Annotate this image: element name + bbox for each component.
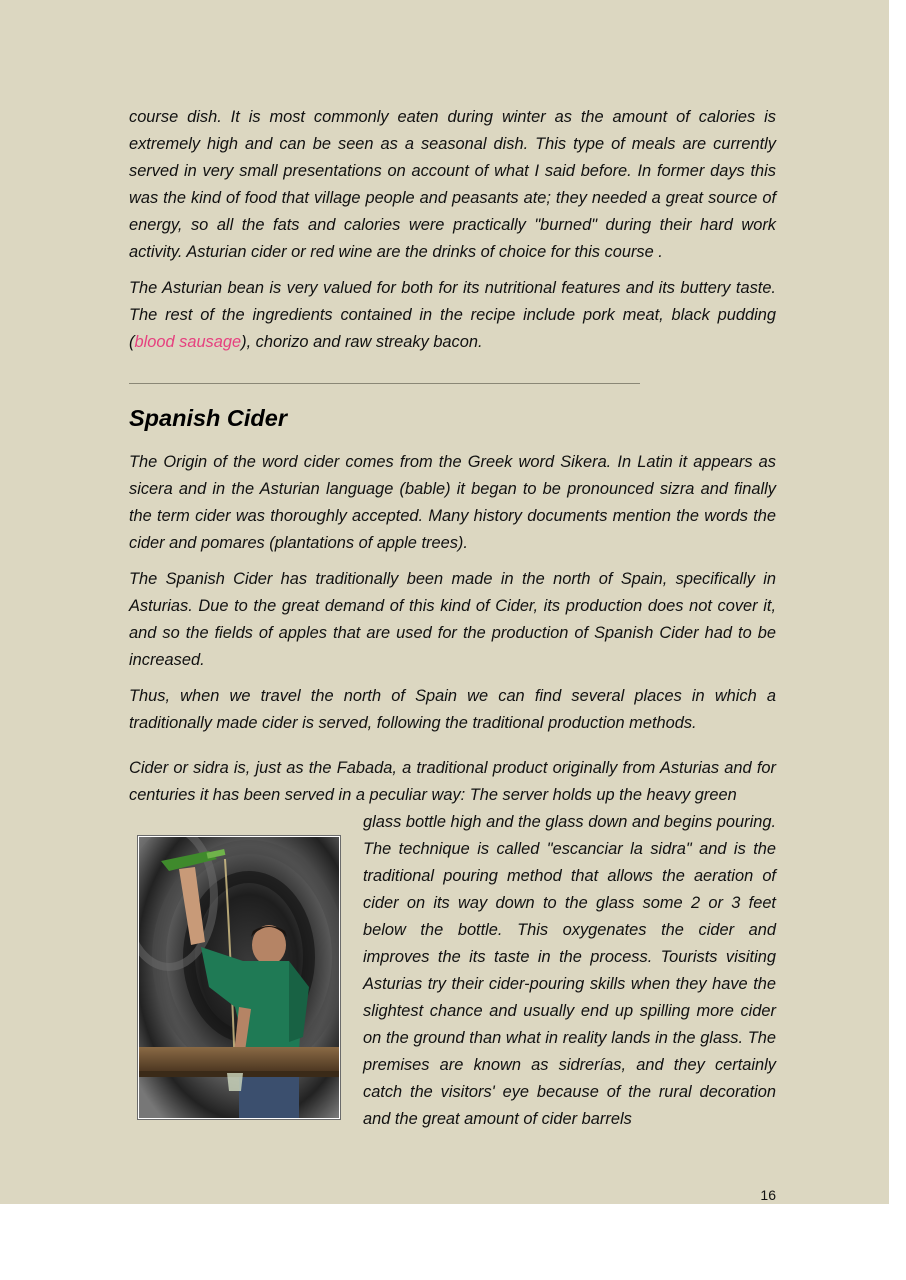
paragraph-cider-origin: The Origin of the word cider comes from the Greek word Sikera. In Latin it appears as sicera and in the Asturian language (bable) it began to be pronounced sizra and finally the term cider was thoroughly accepted. Many history documents mention the words the cider and pomares (plantations of apple trees). [129,453,776,552]
paragraph-cider-production: The Spanish Cider has traditionally been made in the north of Spain, specifically in Asturias. Due to the great demand of this kind of Cider, its production does not cover it, and so the fields of apples that are used for the production of Spanish Cider had to be increased. [129,570,776,669]
paragraph-asturian-bean-text-end: ), chorizo and raw streaky bacon. [241,333,483,351]
cider-pouring-photo [138,836,340,1119]
paragraph-cider-serving-intro: Cider or sidra is, just as the Fabada, a traditional product originally from Asturias and for centuries it has been served in a peculiar way: The server holds up the heavy green [129,759,776,804]
blood-sausage-link[interactable]: blood sausage [134,333,242,351]
paragraph-asturian-bean-text-start: The Asturian bean is very valued for both for its nutritional features and its buttery taste. The rest of the ingredients contained in the recipe include pork meat, black pudding ( [129,279,776,351]
section-title: Spanish Cider [129,405,288,431]
paragraph-fabada-description: course dish. It is most commonly eaten during winter as the amount of calories is extremely high and can be seen as a seasonal dish. This type of meals are currently served in very small presentations on account of what I said before. In former days this was the kind of food that village people and peasants ate; they needed a great source of energy, so all the fats and calories were practically "burned" during their hard work activity. Asturian cider or red wine are the drinks of choice for this course . [129,108,776,261]
page-number: 16 [760,1187,776,1203]
paragraph-cider-places: Thus, when we travel the north of Spain we can find several places in which a traditionally made cider is served, following the traditional production methods. [129,687,776,732]
paragraph-cider-serving-wrapped: glass bottle high and the glass down and begins pouring. The technique is called "escanciar la sidra" and is the traditional pouring method that allows the aeration of cider on its way down to the glass some 2 or 3 feet below the bottle. This oxygenates the cider and improves the its taste in the process. Tourists visiting Asturias try their cider-pouring skills when they have the slightest chance and usually end up spilling more cider on the ground than what in reality lands in the glass. The premises are known as sidrerías, and they certainly catch the visitors' eye because of the rural decoration and the great amount of cider barrels [363,813,776,1128]
paragraph-asturian-bean [129,275,776,356]
cider-pouring-illustration [139,837,339,1118]
section-divider [129,383,640,384]
